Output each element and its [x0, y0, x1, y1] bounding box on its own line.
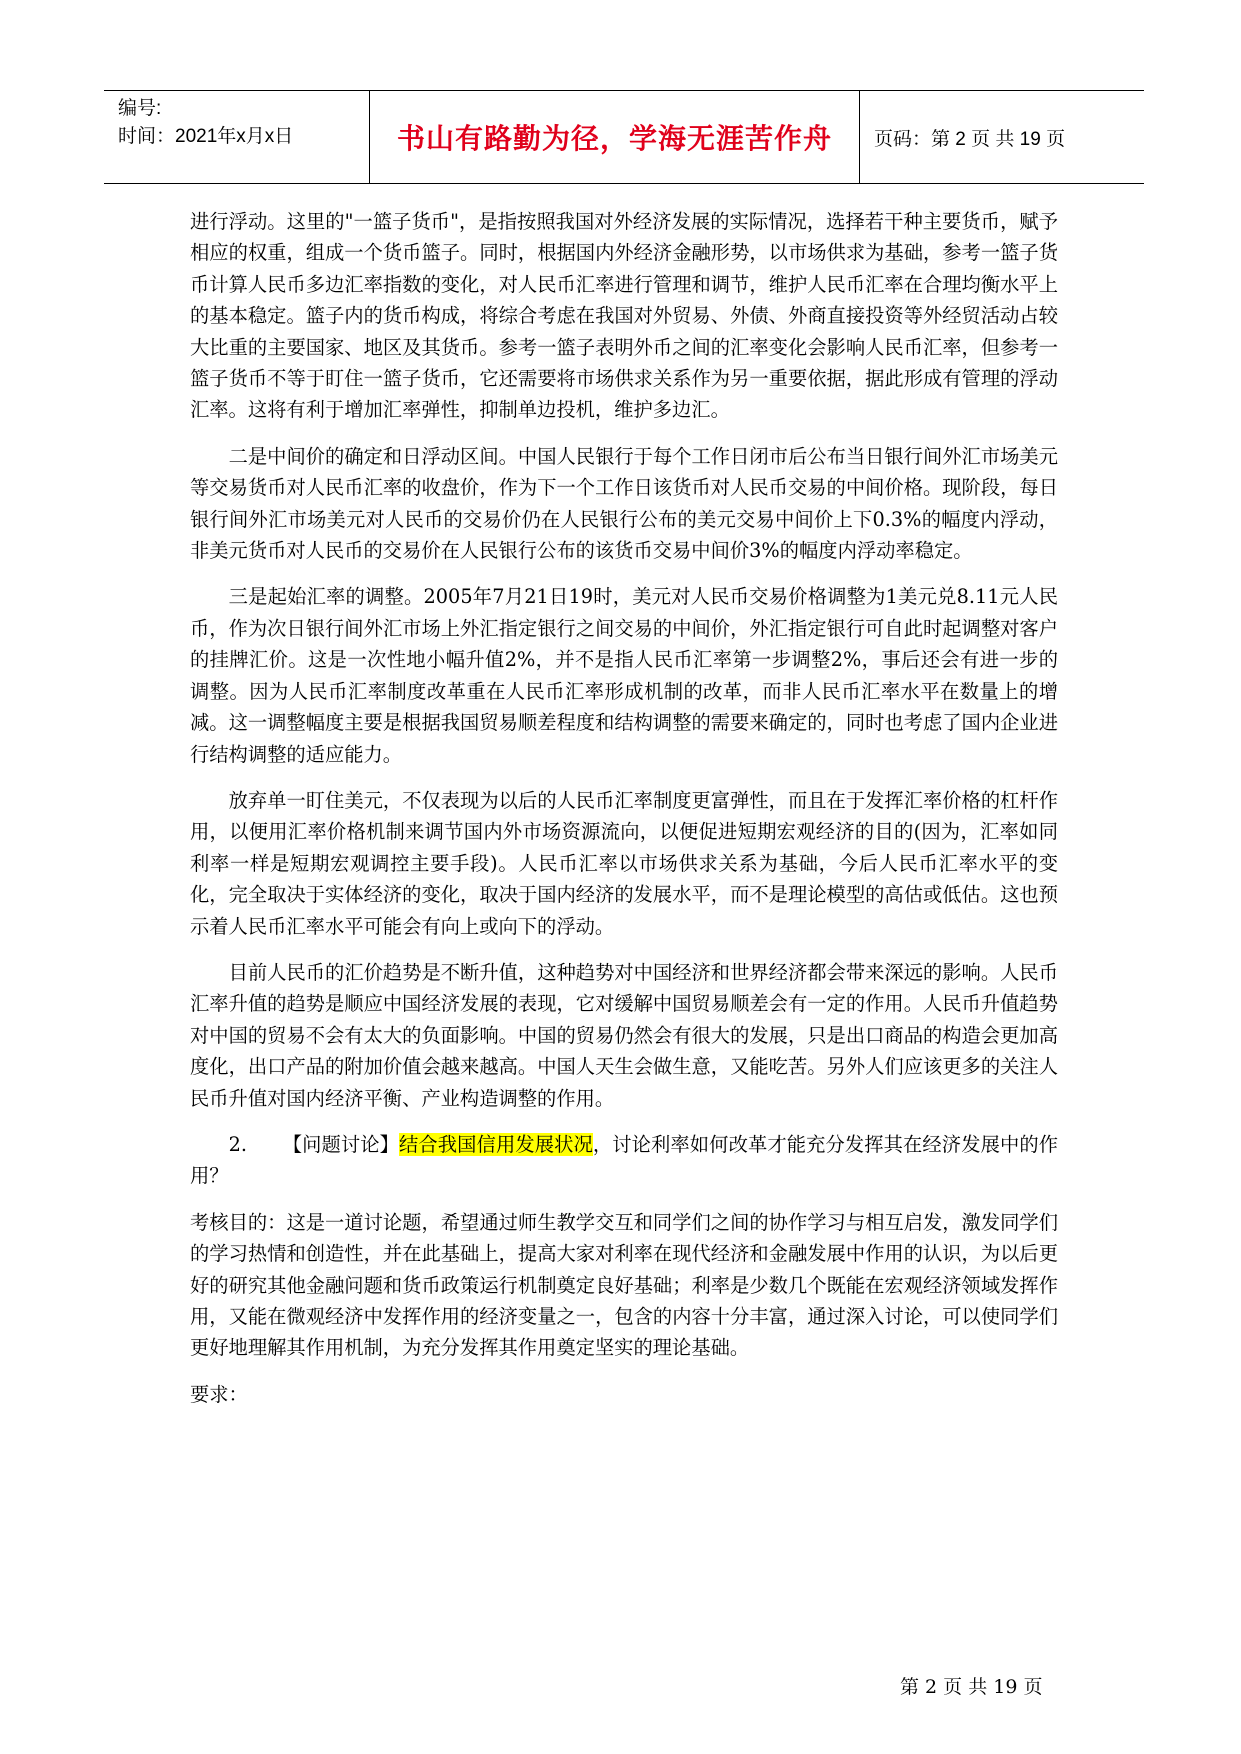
paragraph-2: 二是中间价的确定和日浮动区间。中国人民银行于每个工作日闭市后公布当日银行间外汇市场美元等交易货币对人民币汇率的收盘价，作为下一个工作日该货币对人民币交易的中间价格。现阶段，每日银行间外汇市场美元对人民币的交易价仍在人民银行公布的美元交易中间价上下0.3%的幅度内浮动，非美元货币对人民币的交易价在人民银行公布的该货币交易中间价3%的幅度内浮动率稳定。	[190, 444, 1058, 563]
header-motto-cell	[370, 91, 860, 183]
paragraph-4: 放弃单一盯住美元，不仅表现为以后的人民币汇率制度更富弹性，而且在于发挥汇率价格的杠杆作用，以便用汇率价格机制来调节国内外市场资源流向，以便促进短期宏观经济的目的(因为，汇率如同利率一样是短期宏观调控主要手段)。人民币汇率以市场供求关系为基础，今后人民币汇率水平的变化，完全取决于实体经济的变化，取决于国内经济的发展水平，而不是理论模型的高估或低估。这也预示着人民币汇率水平可能会有向上或向下的浮动。	[190, 788, 1058, 938]
question-tag: 【问题讨论】	[282, 1132, 400, 1156]
paragraph-3: 三是起始汇率的调整。2005年7月21日19时，美元对人民币交易价格调整为1美元兑8.11元人民币，作为次日银行间外汇市场上外汇指定银行之间交易的中间价，外汇指定银行可自此时起调整对客户的挂牌汇价。这是一次性地小幅升值2%，并不是指人民币汇率第一步调整2%，事后还会有进一步的调整。因为人民币汇率制度改革重在人民币汇率形成机制的改革，而非人民币汇率水平在数量上的增减。这一调整幅度主要是根据我国贸易顺差程度和结构调整的需要来确定的，同时也考虑了国内企业进行结构调整的适应能力。	[190, 585, 1058, 766]
page-footer: 第 2 页 共 19 页	[900, 1676, 1043, 1698]
paragraph-assessment-goal: 考核目的：这是一道讨论题，希望通过师生教学交互和同学们之间的协作学习与相互启发，激发同学们的学习热情和创造性，并在此基础上，提高大家对利率在现代经济和金融发展中作用的认识，为以后更好的研究其他金融问题和货币政策运行机制奠定良好基础；利率是少数几个既能在宏观经济领域发挥作用，又能在微观经济中发挥作用的经济变量之一，包含的内容十分丰富，通过深入讨论，可以使同学们更好地理解其作用机制，为充分发挥其作用奠定坚实的理论基础。	[190, 1210, 1058, 1360]
question-number: 2.	[228, 1132, 247, 1156]
question-2	[190, 1129, 1058, 1192]
paragraph-5: 目前人民币的汇价趋势是不断升值，这种趋势对中国经济和世界经济都会带来深远的影响。人民币汇率升值的趋势是顺应中国经济发展的表现，它对缓解中国贸易顺差会有一定的作用。人民币升值趋势对中国的贸易不会有太大的负面影响。中国的贸易仍然会有很大的发展，只是出口商品的构造会更加高度化，出口产品的附加价值会越来越高。中国人天生会做生意，又能吃苦。另外人们应该更多的关注人民币升值对国内经济平衡、产业构造调整的作用。	[190, 960, 1058, 1110]
highlighted-text: 结合我国信用发展状况	[399, 1132, 593, 1156]
question-text: ，讨论利率如何改革才能充分发挥其在经济发展中的作用？	[190, 1132, 1059, 1188]
header-page-number: 页码：第 2 页 共 19 页	[874, 128, 1066, 150]
header-page-cell	[860, 91, 1144, 183]
document-body	[190, 206, 1058, 1425]
page-header	[104, 90, 1144, 184]
header-info-cell	[104, 91, 370, 183]
paragraph-1: 进行浮动。这里的"一篮子货币"，是指按照我国对外经济发展的实际情况，选择若干种主要货币，赋予相应的权重，组成一个货币篮子。同时，根据国内外经济金融形势，以市场供求为基础，参考一篮子货币计算人民币多边汇率指数的变化，对人民币汇率进行管理和调节，维护人民币汇率在合理均衡水平上的基本稳定。篮子内的货币构成，将综合考虑在我国对外贸易、外债、外商直接投资等外经贸活动占较大比重的主要国家、地区及其货币。参考一篮子表明外币之间的汇率变化会影响人民币汇率，但参考一篮子货币不等于盯住一篮子货币，它还需要将市场供求关系作为另一重要依据，据此形成有管理的浮动汇率。这将有利于增加汇率弹性，抑制单边投机，维护多边汇。	[190, 210, 1058, 422]
document-number-label: 编号:	[118, 98, 162, 119]
header-motto: 书山有路勤为径，学海无涯苦作舟	[396, 122, 832, 155]
paragraph-requirements: 要求：	[190, 1382, 248, 1406]
document-time-label: 时间：2021年x月x日	[118, 126, 294, 147]
